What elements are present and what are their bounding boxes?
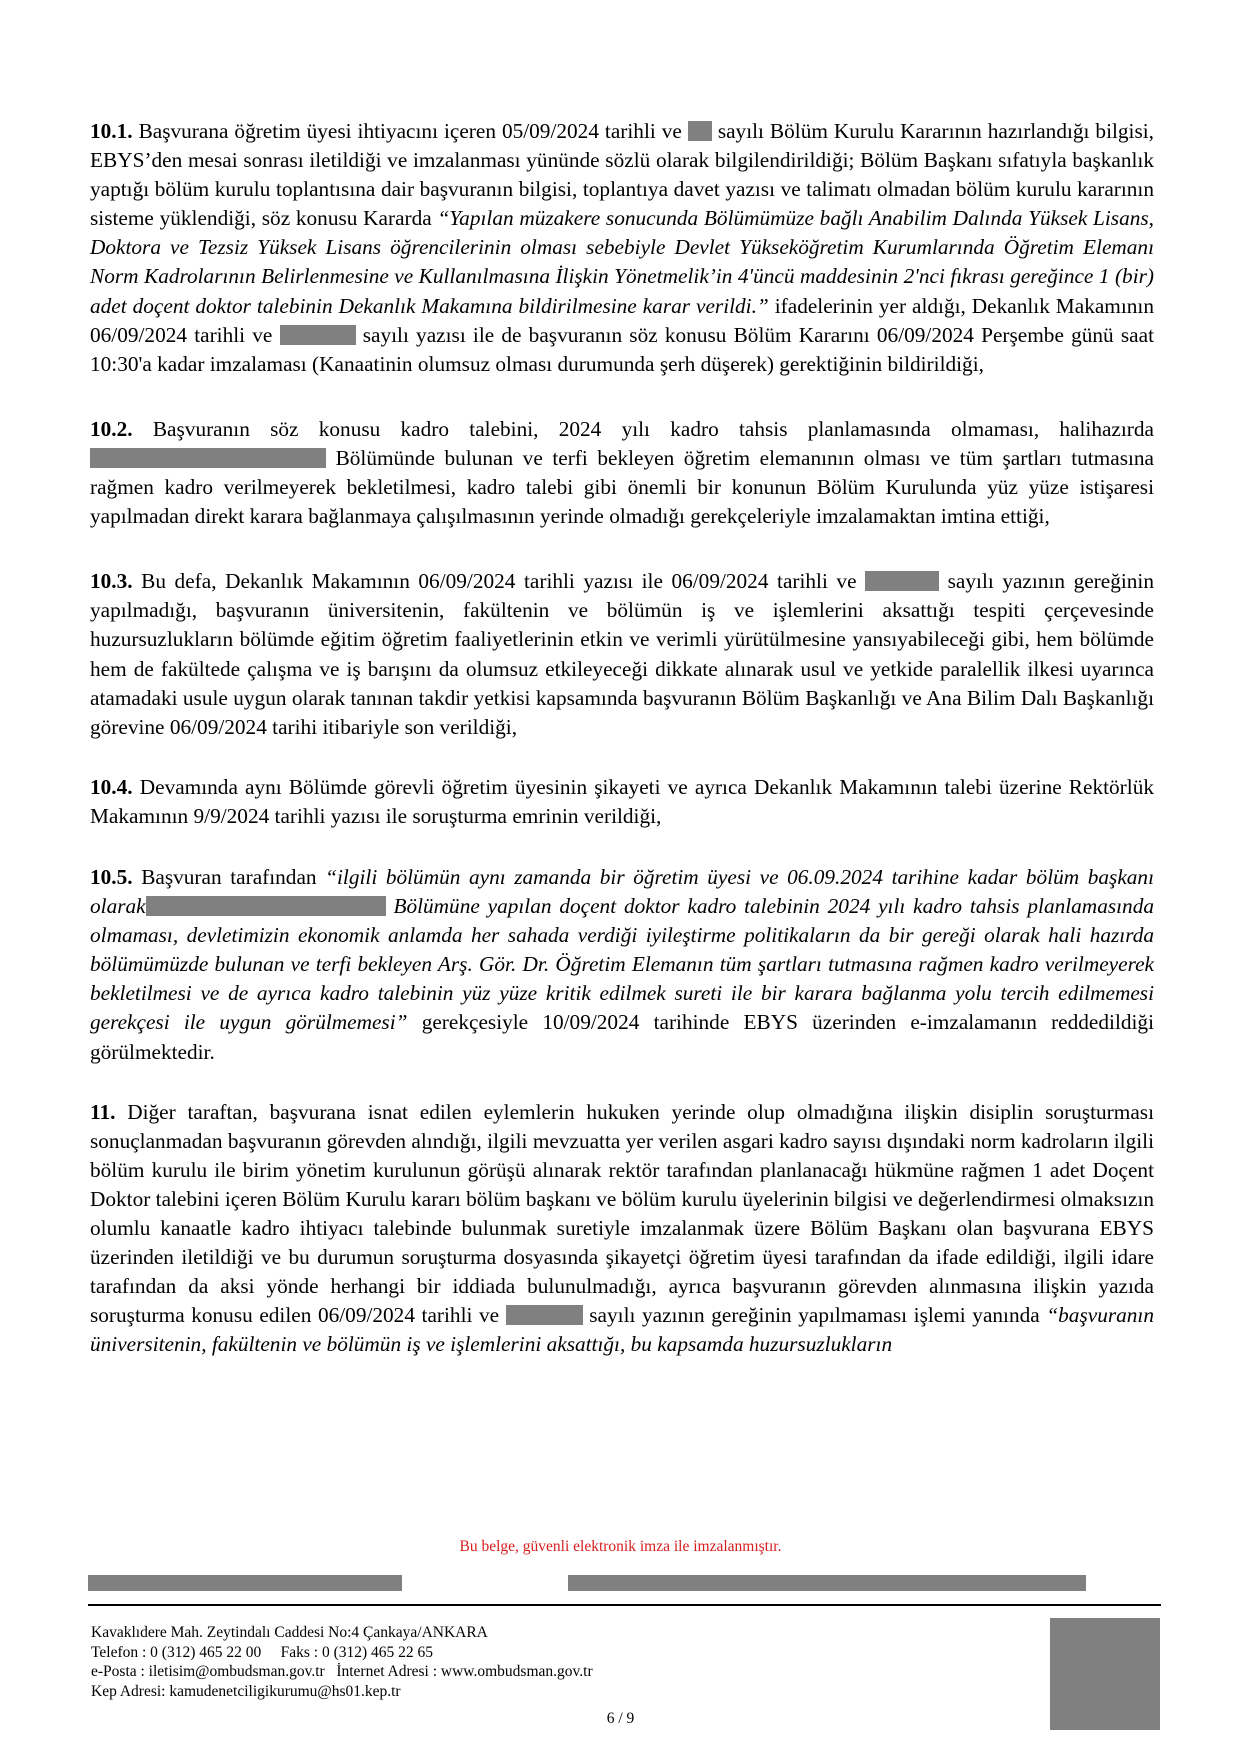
paragraph-number: 10.5. (90, 864, 133, 889)
redacted-number (506, 1305, 583, 1325)
paragraph-text: Başvuran tarafından (132, 864, 326, 889)
paragraph-10-5 (90, 863, 1154, 1067)
quoted-text: Bölümüne yapılan doçent doktor kadro talebinin 2024 yılı kadro tahsis planlamasında olmaması, devletimizin ekonomik anlamda her sahada verdiği iyileştirme politikaların da bir gereği olarak hali hazırda bölümümüzde bulunan ve terfi bekleyen Arş. Gör. Dr. Öğretim Elemanın tüm şartları tutmasına rağmen kadro verilmeyerek bekletilmesi ve de ayrıca kadro talebinin yüz yüze kritik edilmek sureti ile bir karara bağlanma yolu tercih edilmemesi gerekçesi ile uygun görülmemesi” (90, 894, 1154, 1035)
paragraph-text: Başvurana öğretim üyesi ihtiyacını içeren 05/09/2024 tarihli ve (132, 119, 688, 143)
quoted-text: “ilgili bölümün aynı zamanda bir öğretim üyesi ve 06.09.2024 tarihine kadar bölüm başkanı olarak (90, 864, 1154, 919)
paragraph-10-1 (90, 117, 1154, 379)
paragraph-10-2 (90, 415, 1154, 531)
quoted-text: “başvuranın üniversitenin, fakültenin ve bölümün iş ve işlemlerini aksattığı, bu kapsamda huzursuzlukların (90, 1303, 1154, 1357)
footer-phone-fax: Telefon : 0 (312) 465 22 00 Faks : 0 (312) 465 22 65 (91, 1643, 434, 1661)
redacted-number (688, 121, 712, 141)
paragraph-text: sayılı yazısı ile de başvuranın söz konusu Bölüm Kararını 06/09/2024 Perşembe günü saat 10:30'a kadar imzalaması (Kanaatinin olumsuz olması durumunda şerh düşerek) gerektiğinin bildirildiği, (90, 322, 1154, 376)
document-body (90, 117, 1154, 1395)
paragraph-text: Bölümünde bulunan ve terfi bekleyen öğretim elemanının olması ve tüm şartları tutmasına rağmen kadro verilmeyerek bekletilmesi, kadro talebi gibi önemli bir konunun Bölüm Kurulunda yüz yüze istişaresi yapılmadan direkt karara bağlanmaya çalışılmasının yerinde olmadığı gerekçeleriyle imzalamaktan imtina ettiği, (90, 445, 1154, 529)
paragraph-text: sayılı yazının gereğinin yapılmadığı, başvuranın üniversitenin, fakültenin ve bölümün iş ve işlemlerini aksattığı tespiti çerçevesinde huzursuzlukların bölümde eğitim öğretim faaliyetlerinin etkin ve verimli yürütülmesine yansıyabileceği gibi, hem bölümde hem de fakültede çalışma ve iş barışını da olumsuz etkileyeceği dikkate alınarak usul ve yetkide paralellik ilkesi uyarınca atamadaki usule uygun olarak tanınan takdir yetkisi kapsamında başvuranın Bölüm Başkanlığı ve Ana Bilim Dalı Başkanlığı görevine 06/09/2024 tarihi itibariyle son verildiği, (90, 569, 1154, 739)
footer-contact (91, 1623, 593, 1701)
redacted-number (865, 571, 939, 591)
redacted-department (90, 448, 326, 468)
paragraph-10-4 (90, 773, 1154, 831)
paragraph-number: 11. (90, 1099, 116, 1124)
paragraph-text: Başvuranın söz konusu kadro talebini, 2024 yılı kadro tahsis planlamasında olmaması, halihazırda (132, 416, 1154, 441)
paragraph-number: 10.4. (90, 774, 133, 799)
redacted-department (146, 896, 386, 916)
footer-address: Kavaklıdere Mah. Zeytindalı Caddesi No:4 Çankaya/ANKARA (91, 1624, 488, 1641)
redacted-number (280, 325, 356, 345)
paragraph-text: sayılı Bölüm Kurulu Kararının hazırlandığı bilgisi, EBYS’den mesai sonrası iletildiği ve imzalanması yününde sözlü olarak bilgilendirildiği; Bölüm Başkanı sıfatıyla başkanlık yaptığı bölüm kurulu toplantısına dair başvuranın bilgisi, toplantıya davet yazısı ve talimatı olmadan bölüm kurulu kararının sisteme yüklendiği, söz konusu Kararda (90, 119, 1155, 231)
e-signature-notice: Bu belge, güvenli elektronik imza ile imzalanmıştır. (459, 1538, 782, 1555)
footer-divider (88, 1604, 1161, 1606)
paragraph-number: 10.3. (90, 569, 133, 594)
paragraph-number: 10.2. (90, 416, 133, 441)
paragraph-11 (90, 1098, 1154, 1360)
footer-kep-address: Kep Adresi: kamudenetciligikurumu@hs01.kep.tr (91, 1682, 401, 1700)
paragraph-text: ifadelerinin yer aldığı, Dekanlık Makamının 06/09/2024 tarihli ve (90, 293, 1154, 347)
paragraph-text: gerekçesiyle 10/09/2024 tarihinde EBYS üzerinden e-imzalamanın reddedildiği görülmektedir. (90, 1010, 1154, 1064)
paragraph-text: Devamında aynı Bölümde görevli öğretim üyesinin şikayeti ve ayrıca Dekanlık Makamının talebi üzerine Rektörlük Makamının 9/9/2024 tarihli yazısı ile soruşturma emrinin verildiği, (90, 774, 1154, 828)
redacted-signature-block (88, 1575, 402, 1591)
redacted-signature-block (568, 1575, 1086, 1591)
paragraph-text: sayılı yazının gereğinin yapılmaması işlemi yanında (582, 1303, 1047, 1328)
paragraph-10-3 (90, 567, 1154, 742)
paragraph-text: Diğer taraftan, başvurana isnat edilen eylemlerin hukuken yerinde olup olmadığına ilişkin disiplin soruşturması sonuçlanmadan başvuranın görevden alındığı, ilgili mevzuatta yer verilen asgari kadro sayısı dışındaki norm kadroların ilgili bölüm kurulu ile birim yönetim kurulunun görüşü alınarak rektör tarafından planlanacağı hükmüne rağmen 1 adet Doçent Doktor talebini içeren Bölüm Kurulu kararı bölüm başkanı ve bölüm kurulu üyelerinin bilgisi ve değerlendirmesi olmaksızın olumlu kanaatle kadro ihtiyacı talebinde bulunmak suretiyle imzalanmak üzere Bölüm Başkanı olan başvurana EBYS üzerinden iletildiği ve bu durumun soruşturma dosyasında şikayetçi öğretim üyesi tarafından da ifade edildiği, ilgili idare tarafından da aksi yönde herhangi bir iddiada bulunulmadığı, ayrıca başvuranın görevden alınmasına ilişkin yazıda soruşturma konusu edilen 06/09/2024 tarihli ve (90, 1099, 1155, 1328)
footer-email-web: e-Posta : iletisim@ombudsman.gov.tr İnternet Adresi : www.ombudsman.gov.tr (91, 1663, 593, 1681)
paragraph-number: 10.1. (90, 119, 133, 143)
page-number: 6 / 9 (606, 1710, 635, 1727)
paragraph-text: Bu defa, Dekanlık Makamının 06/09/2024 tarihli yazısı ile 06/09/2024 tarihli ve (132, 569, 866, 594)
quoted-text: “Yapılan müzakere sonucunda Bölümümüze bağlı Anabilim Dalında Yüksek Lisans, Doktora ve Tezsiz Yüksek Lisans öğrencilerinin olması sebebiyle Devlet Yükseköğretim Kurumlarında Öğretim Elemanı Norm Kadrolarının Belirlenmesine ve Kullanılmasına İlişkin Yönetmelik’in 4'üncü maddesinin 2'nci fıkrası gereğince 1 (bir) adet doçent doktor talebinin Dekanlık Makamına bildirilmesine karar verildi.” (90, 206, 1154, 318)
